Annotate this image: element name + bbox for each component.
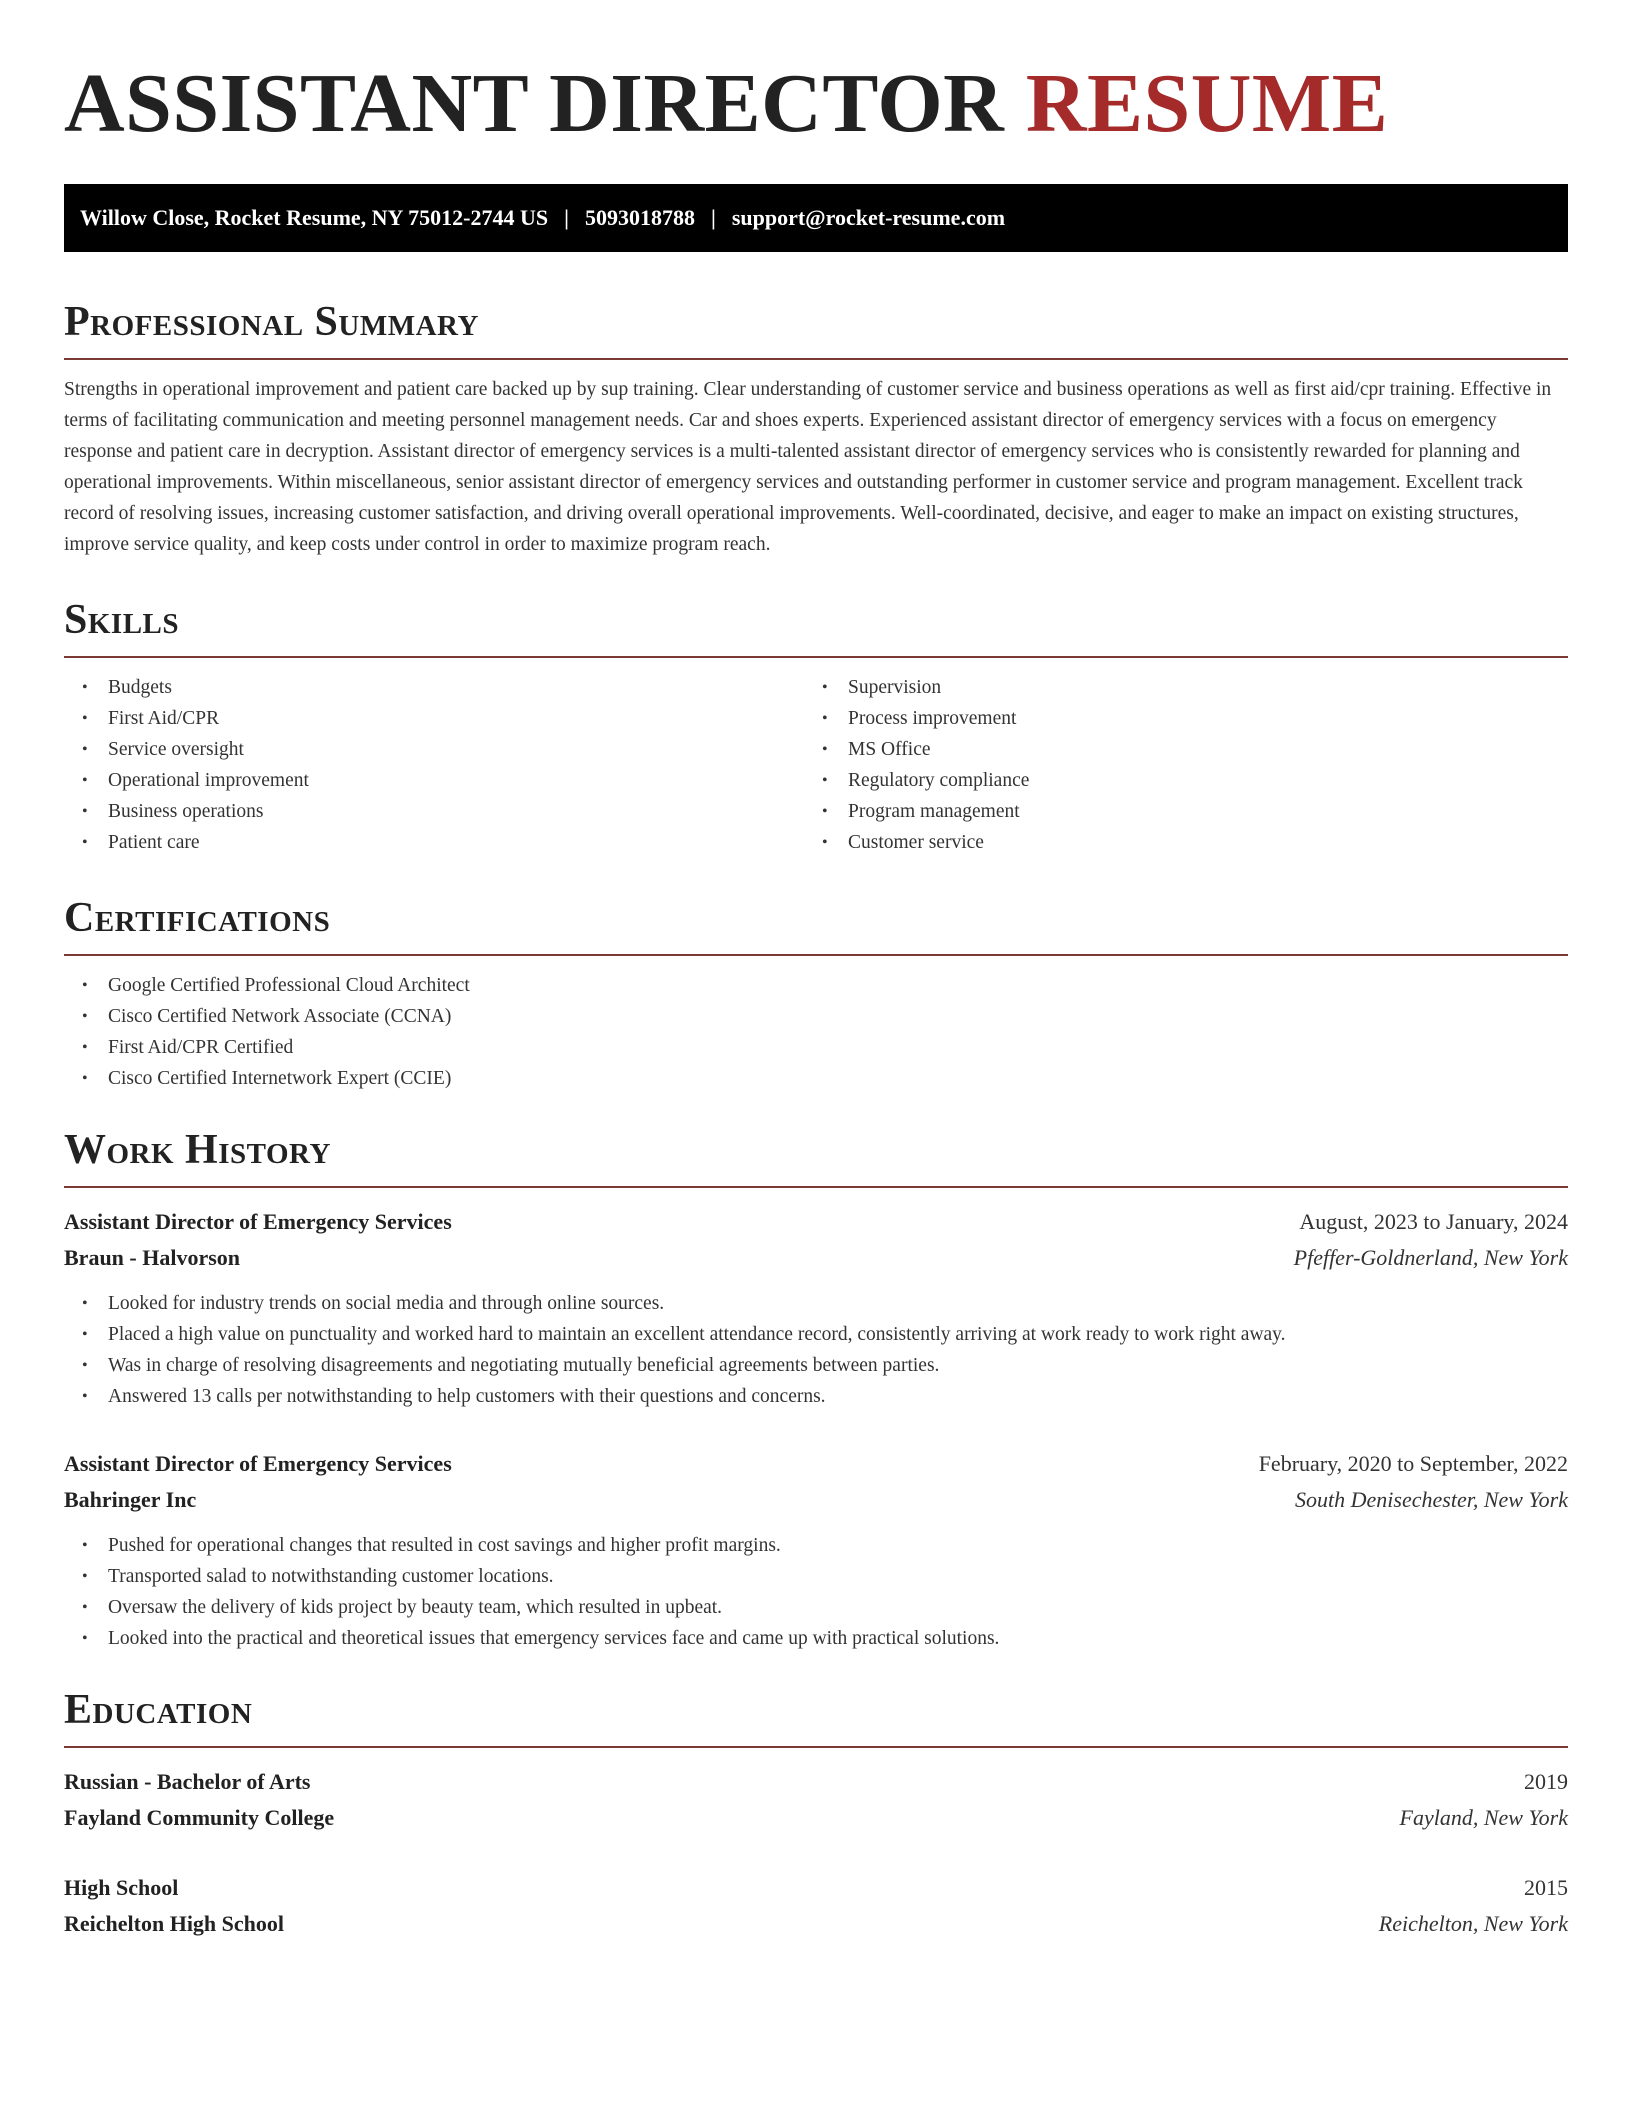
certification-item: • Google Certified Professional Cloud Architect [82,975,470,996]
job-entry [64,1204,1568,1412]
section-divider [64,656,1568,658]
education-degree: High School [64,1875,179,1900]
contact-separator: | [564,205,569,230]
education-location: Reichelton, New York [1378,1911,1568,1936]
certification-item: • First Aid/CPR Certified [82,1037,294,1058]
education-entry [64,1870,1568,1942]
skill-item: • Regulatory compliance [822,770,1030,791]
summary-heading: Professional Summary [64,299,479,345]
skills-section [64,594,1568,858]
education-section [64,1684,1568,1942]
section-divider [64,954,1568,956]
education-degree: Russian - Bachelor of Arts [64,1769,311,1794]
education-location: Fayland, New York [1399,1805,1568,1830]
job-company-row [64,1482,1568,1518]
certification-item: • Cisco Certified Internetwork Expert (CCIE) [82,1068,452,1089]
job-duty: • Looked into the practical and theoretical issues that emergency services face and came up with practical solutions. [82,1628,1000,1649]
job-duty: • Looked for industry trends on social media and through online sources. [82,1293,665,1314]
skills-grid [64,672,1568,858]
education-degree-row [64,1870,1568,1906]
section-divider [64,1746,1568,1748]
job-title: Assistant Director of Emergency Services [64,1209,452,1234]
skills-column-right [804,672,1544,858]
resume-page [64,0,1568,1942]
education-entry [64,1764,1568,1836]
resume-title [64,56,1568,152]
certifications-list [64,970,1568,1094]
job-entry [64,1446,1568,1654]
skills-list-right [804,672,1544,858]
education-heading: Education [64,1687,253,1733]
skill-item: • Business operations [82,801,264,822]
job-duty: • Answered 13 calls per notwithstanding to help customers with their questions and concerns. [82,1386,826,1407]
job-title: Assistant Director of Emergency Services [64,1451,452,1476]
title-accent: RESUME [1025,57,1389,150]
contact-email[interactable]: support@rocket-resume.com [731,205,1006,230]
skill-item: • Patient care [82,832,200,853]
education-year: 2015 [1524,1875,1568,1900]
job-company: Bahringer Inc [64,1487,197,1512]
skills-heading: Skills [64,597,180,643]
education-school: Fayland Community College [64,1805,335,1830]
education-school-row [64,1906,1568,1942]
job-dates: February, 2020 to September, 2022 [1258,1451,1568,1476]
skill-item: • Supervision [822,677,942,698]
job-duty: • Was in charge of resolving disagreements and negotiating mutually beneficial agreements between parties. [82,1355,940,1376]
contact-separator: | [710,205,716,230]
summary-text: Strengths in operational improvement and patient care backed up by sup training. Clear understanding of customer service and business operations as well as first aid/cpr training. Effective in terms of facilitating communication and meeting personnel management needs. Car and shoes experts. Experienced assistant director of emergency services with a focus on emergency response and patient care in decryption. Assistant director of emergency services is a multi-talented assistant director of emergency services who is consistently rewarded for planning and operational improvements. Within miscellaneous, senior assistant director of emergency services and outstanding performer in customer service and program management. Excellent track record of resolving issues, increasing customer satisfaction, and driving overall operational improvements. Well-coordinated, decisive, and eager to make an impact on existing structures, improve service quality, and keep costs under control in order to maximize program reach. [64,379,1552,555]
job-duty: • Oversaw the delivery of kids project by beauty team, which resulted in upbeat. [82,1597,723,1618]
job-duty: • Pushed for operational changes that resulted in cost savings and higher profit margins. [82,1535,781,1556]
job-duty: • Placed a high value on punctuality and worked hard to maintain an excellent attendance record, consistently arriving at work ready to work right away. [82,1324,1286,1345]
certification-item: • Cisco Certified Network Associate (CCNA) [82,1006,452,1027]
skill-item: • Customer service [822,832,984,853]
work-history-section [64,1124,1568,1654]
certifications-section [64,892,1568,1094]
job-header-row [64,1204,1568,1240]
skill-item: • First Aid/CPR [82,708,220,729]
job-dates: August, 2023 to January, 2024 [1299,1209,1568,1234]
work-history-heading: Work History [64,1127,331,1173]
contact-address: Willow Close, Rocket Resume, NY 75012-2744 US [80,205,549,230]
contact-bar [64,184,1568,252]
education-year: 2019 [1524,1769,1568,1794]
job-header-row [64,1446,1568,1482]
section-divider [64,1186,1568,1188]
skill-item: • Budgets [82,677,172,698]
summary-section [64,296,1568,560]
job-duties-list [64,1530,1568,1654]
education-school-row [64,1800,1568,1836]
skills-column-left [64,672,804,858]
job-location: South Denisechester, New York [1295,1487,1568,1512]
skill-item: • Operational improvement [82,770,309,791]
education-school: Reichelton High School [64,1911,285,1936]
job-duties-list [64,1288,1568,1412]
certifications-heading: Certifications [64,895,331,941]
title-main: ASSISTANT DIRECTOR [64,57,1005,150]
education-degree-row [64,1764,1568,1800]
skill-item: • Process improvement [822,708,1017,729]
skill-item: • MS Office [822,739,931,760]
job-company: Braun - Halvorson [64,1245,241,1270]
skills-list-left [64,672,804,858]
job-location: Pfeffer-Goldnerland, New York [1293,1245,1568,1270]
job-duty: • Transported salad to notwithstanding customer locations. [82,1566,554,1587]
skill-item: • Program management [822,801,1020,822]
job-company-row [64,1240,1568,1276]
section-divider [64,358,1568,360]
skill-item: • Service oversight [82,739,244,760]
contact-phone: 5093018788 [584,205,695,230]
